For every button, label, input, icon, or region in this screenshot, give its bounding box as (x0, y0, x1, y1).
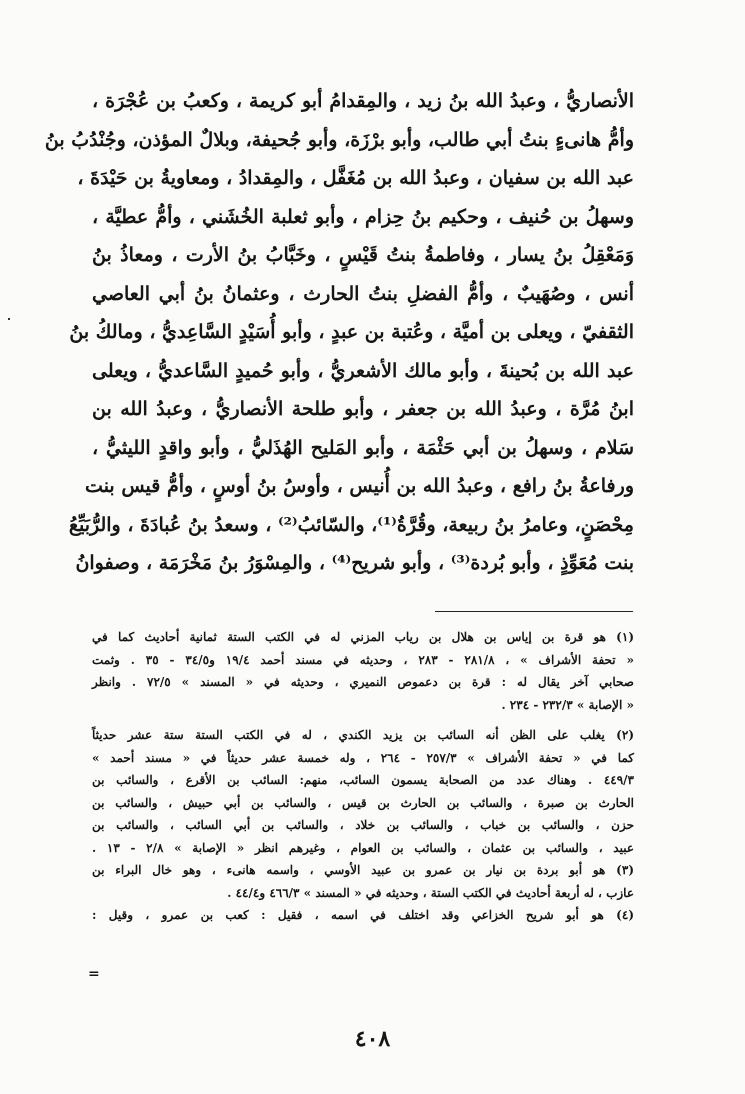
footnote-4 (92, 904, 634, 927)
text-line: عبد الله بن بُحينةَ ، وأبو مالك الأشعريُّ ، وأبو حُميدٍ السَّاعديُّ ، ويعلى (92, 359, 634, 382)
footnote-1 (92, 626, 634, 716)
text-line: الثقفيّ ، ويعلى بن أميَّة ، وعُتبة بن عبدٍ ، وأبو أُسَيْدٍ السَّاعِديُّ ، ومالكُ بنُ (69, 321, 634, 343)
text-line: عبد الله بن سفيان ، وعبدُ الله بن مُغَفَّل ، والمِقدادُ ، ومعاويةُ بن حَيْدَةَ ، (77, 167, 634, 189)
footnote-line: حزن ، والسائب بن خباب ، والسائب بن خلاد ، والسائب بن أبي السائب ، والسائب بن (92, 818, 634, 832)
footnote-3 (92, 859, 634, 904)
footnote-line: « تحفة الأشراف » ، ٢٨١/٨ - ٢٨٣ ، وحديثه في مسند أحمد ١٩/٤ و٣٤/٥ - ٣٥ . وثمت (92, 652, 635, 667)
text-line: وأمُّ هانىءٍ بنتُ أبي طالب، وأبو برْزَة، وأبو جُحيفة، وبلالٌ المؤذن، وجُنْدُبُ بنُ (44, 128, 634, 151)
scan-speck (8, 318, 10, 320)
text-line: ورفاعةُ بنُ رافع ، وعبدُ الله بن أُنيس ، وأوسُ بنُ أوسٍ ، وأمُّ قيس بنت (85, 475, 634, 497)
text-line: ابنُ مُرَّة ، وعبدُ الله بن جعفر ، وأبو طلحة الأنصاريُّ ، وعبدُ الله بن (92, 398, 634, 420)
main-text (44, 82, 634, 583)
footnote-line: كما في « تحفة الأشراف » ٢٥٧/٣ - ٢٦٤ ، وله خمسة عشر حديثاً في « مسند أحمد » (92, 750, 634, 765)
footnote-divider (435, 611, 633, 612)
continuation-mark: = (88, 966, 100, 982)
footnote-line: (٣) هو أبو بردة بن نيار بن عمرو بن عبيد الأوسي ، واسمه هانىء ، وهو خال البراء بن (92, 863, 634, 877)
footnote-line: الحارث بن صبرة ، والسائب بن الحارث بن قيس ، والسائب بن أبي حبيش ، والسائب بن (92, 795, 634, 810)
footnote-line: ٤٤٩/٣ . وهناك عدد من الصحابة يسمون السائب، منهم: السائب بن الأقرع ، والسائب بن (92, 773, 634, 787)
text-line: مِحْصَنٍ، وعامرُ بنُ ربيعة، وقُرَّةُ⁽¹⁾، والسّائبُ⁽²⁾ ، وسعدُ بنُ عُبادَةَ ، والرُّبَيِّعُ (68, 513, 634, 536)
footnote-line: صحابي آخر يقال له : قرة بن دعموص النميري ، وحديثه في « المسند » ٧٢/٥ . وانظر (92, 675, 634, 689)
text-line: وَمَعْقِلُ بنُ يسار ، وفاطمةُ بنتُ قَيْسٍ ، وخَبَّابُ بنُ الأرت ، ومعاذُ بنُ (92, 244, 634, 266)
page-number: ٤٠٨ (354, 1026, 391, 1052)
footnote-line: (٢) يغلب على الظن أنه السائب بن يزيد الكندي ، له في الكتب الستة ستة عشر حديثاً (92, 728, 634, 742)
text-line: سَلام ، وسهلُ بن أبي حَثْمَة ، وأبو المَليح الهُذَليُّ ، وأبو واقدٍ الليثيُّ ، (92, 436, 634, 459)
footnote-line: (٤) هو أبو شريح الخزاعي وقد اختلف في اسمه ، فقيل : كعب بن عمرو ، وقيل : (92, 908, 634, 922)
footnotes (92, 626, 634, 927)
text-line: أنس ، وصُهَيبٌ ، وأمُّ الفضلِ بنتُ الحارث ، وعثمانُ بنُ أبي العاصي (92, 282, 634, 305)
footnote-2 (92, 724, 634, 859)
text-line: بنت مُعَوِّذٍ ، وأبو بُردة⁽³⁾ ، وأبو شريح⁽⁴⁾ ، والمِسْوَرُ بنُ مَخْرَمَة ، وصفوانُ (75, 552, 634, 574)
text-line: الأنصاريُّ ، وعبدُ الله بنُ زيد ، والمِقدامُ أبو كريمة ، وكعبُ بن عُجْرَة ، (92, 90, 634, 112)
footnote-line: (١) هو قرة بن إياس بن هلال بن رياب المزني له في الكتب الستة ثمانية أحاديث كما في (92, 630, 634, 644)
footnote-line: عازب ، له أربعة أحاديث في الكتب الستة ، وحديثه في « المسند » ٤٦٦/٣ و٤٤/٤ . (227, 885, 634, 900)
footnote-line: عبيد ، والسائب بن عثمان ، والسائب بن العوام ، وغيرهم انظر « الإصابة » ٢/٨ - ١٣ . (92, 840, 635, 855)
footnote-line: « الإصابة » ٢٣٢/٣ - ٢٣٤ . (501, 697, 634, 712)
text-line: وسهلُ بن حُنيف ، وحكيم بنُ حِزام ، وأبو ثعلبة الخُشَني ، وأمُّ عطيَّة ، (92, 205, 634, 228)
